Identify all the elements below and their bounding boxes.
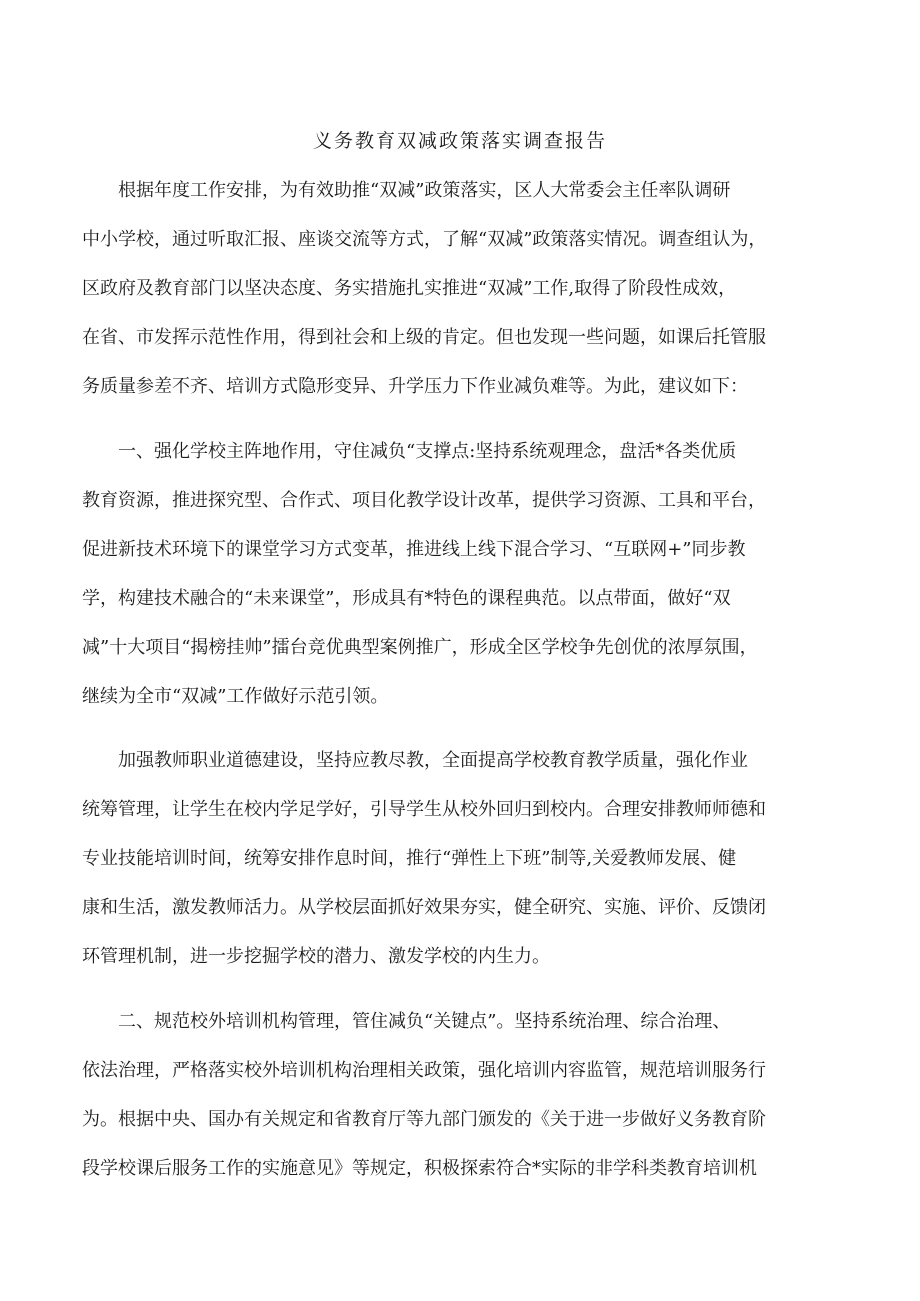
paragraph-1-line-2: 中小学校，通过听取汇报、座谈交流等方式，了解“双减”政策落实情况。调查组认为， [82, 229, 767, 250]
paragraph-4-line-2: 依法治理，严格落实校外培训机构治理相关政策，强化培训内容监管，规范培训服务行 [82, 1060, 766, 1081]
paragraph-1-line-3: 区政府及教育部门以坚决态度、务实措施扎实推进“双减”工作,取得了阶段性成效， [82, 278, 737, 299]
paragraph-2-line-5: 减”十大项目“揭榜挂帅”擂台竞优典型案例推广，形成全区学校争先创优的浓厚氛围， [82, 637, 758, 658]
paragraph-2-line-6: 继续为全市“双减”工作做好示范引领。 [82, 686, 389, 707]
paragraph-3-line-3: 专业技能培训时间，统筹安排作息时间，推行“弹性上下班”制等,关爱教师发展、健 [82, 848, 737, 869]
paragraph-1-line-4: 在省、市发挥示范性作用，得到社会和上级的肯定。但也发现一些问题，如课后托管服 [82, 327, 766, 348]
paragraph-1-line-5: 务质量参差不齐、培训方式隐形变异、升学压力下作业减负难等。为此，建议如下： [82, 376, 748, 397]
paragraph-2-line-4: 学，构建技术融合的“未来课堂”，形成具有*特色的课程典范。以点带面，做好“双 [82, 588, 731, 609]
paragraph-3-line-5: 环管理机制，进一步挖掘学校的潜力、激发学校的内生力。 [82, 946, 550, 967]
paragraph-2-line-2: 教育资源，推进探究型、合作式、项目化教学设计改革，提供学习资源、工具和平台， [82, 490, 766, 511]
paragraph-4-line-1: 二、规范校外培训机构管理，管住减负“关键点”。坚持系统治理、综合治理、 [82, 1011, 731, 1032]
paragraph-2-line-3: 促进新技术环境下的课堂学习方式变革，推进线上线下混合学习、“互联网+”同步教 [82, 539, 746, 560]
document-title: 义务教育双减政策落实调查报告 [312, 130, 607, 152]
paragraph-2-line-1: 一、强化学校主阵地作用，守住减负“支撑点:坚持系统观理念，盘活*各类优质 [82, 441, 737, 462]
paragraph-4-line-4: 段学校课后服务工作的实施意见》等规定，积极探索符合*实际的非学科类教育培训机 [82, 1158, 757, 1179]
paragraph-4-line-3: 为。根据中央、国办有关规定和省教育厅等九部门颁发的《关于进一步做好义务教育阶 [82, 1109, 766, 1130]
paragraph-3-line-1: 加强教师职业道德建设，坚持应教尽教，全面提高学校教育教学质量，强化作业 [82, 750, 748, 771]
paragraph-3-line-4: 康和生活，激发教师活力。从学校层面抓好效果夯实，健全研究、实施、评价、反馈闭 [82, 897, 766, 918]
paragraph-1-line-1: 根据年度工作安排，为有效助推“双减”政策落实，区人大常委会主任率队调研 [82, 180, 731, 201]
paragraph-3-line-2: 统筹管理，让学生在校内学足学好，引导学生从校外回归到校内。合理安排教师师德和 [82, 799, 766, 820]
